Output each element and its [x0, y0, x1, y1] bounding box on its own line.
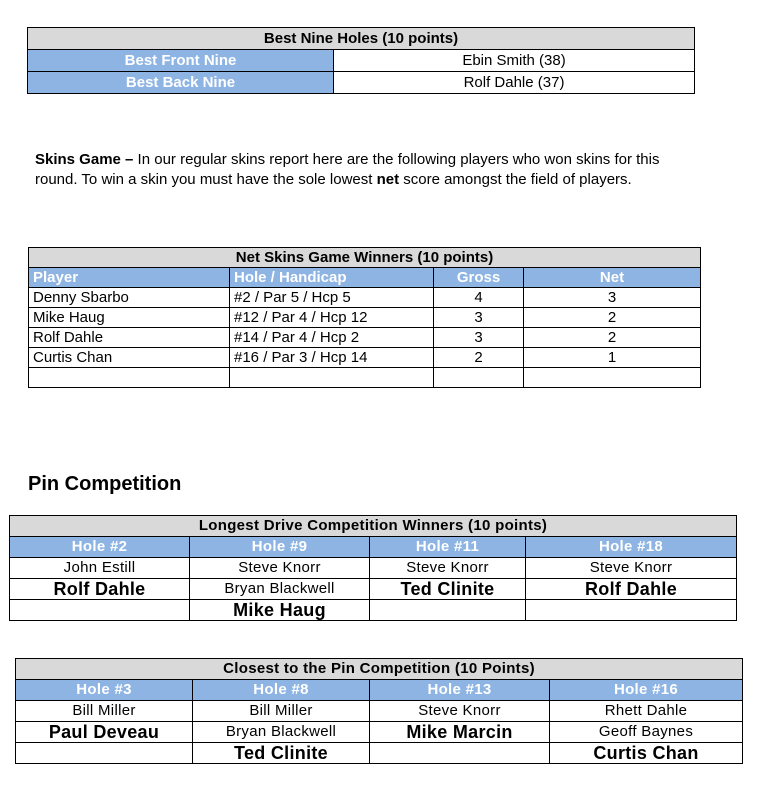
table-cell: Rolf Dahle [29, 328, 230, 348]
winner-cell [370, 743, 550, 764]
table-cell: Curtis Chan [29, 348, 230, 368]
table-cell: #16 / Par 3 / Hcp 14 [230, 348, 434, 368]
skins-paragraph [35, 150, 695, 189]
winner-cell: Bill Miller [16, 701, 193, 722]
winner-cell: Bryan Blackwell [190, 579, 370, 600]
net-skins-header-player: Player [29, 268, 230, 288]
closest-pin-header: Hole #8 [193, 680, 370, 701]
skins-emph: net [376, 170, 400, 188]
winner-cell: Mike Marcin [370, 722, 550, 743]
closest-pin-table [15, 658, 743, 764]
table-cell: #14 / Par 4 / Hcp 2 [230, 328, 434, 348]
longest-drive-header: Hole #9 [190, 537, 370, 558]
winner-cell [16, 743, 193, 764]
longest-drive-header: Hole #18 [526, 537, 737, 558]
closest-pin-body [16, 701, 743, 764]
table-cell: 2 [524, 328, 701, 348]
longest-drive-table [9, 515, 737, 621]
winner-cell: Mike Haug [190, 600, 370, 621]
closest-pin-header: Hole #13 [370, 680, 550, 701]
winner-cell: Rolf Dahle [526, 579, 737, 600]
net-skins-header-gross: Gross [434, 268, 524, 288]
winner-cell: John Estill [10, 558, 190, 579]
table-cell: 3 [434, 308, 524, 328]
winner-cell: Ted Clinite [370, 579, 526, 600]
winner-cell: Steve Knorr [370, 701, 550, 722]
winner-cell: Steve Knorr [370, 558, 526, 579]
best-back-nine-label: Best Back Nine [28, 72, 334, 94]
pin-competition-heading: Pin Competition [28, 473, 182, 495]
table-cell: 2 [434, 348, 524, 368]
table-cell: 2 [524, 308, 701, 328]
table-cell: #12 / Par 4 / Hcp 12 [230, 308, 434, 328]
winner-cell [526, 600, 737, 621]
table-row [10, 579, 737, 600]
table-cell [230, 368, 434, 388]
table-cell: 1 [524, 348, 701, 368]
skins-text-before: In our regular skins report here are the following players who won skins for this round. To win a skin you must have the sole lowest [35, 151, 660, 188]
table-row [16, 701, 743, 722]
closest-pin-title: Closest to the Pin Competition (10 Points) [16, 659, 743, 680]
longest-drive-body [10, 558, 737, 621]
net-skins-title: Net Skins Game Winners (10 points) [29, 248, 701, 268]
winner-cell: Curtis Chan [550, 743, 743, 764]
closest-pin-header: Hole #16 [550, 680, 743, 701]
winner-cell: Steve Knorr [190, 558, 370, 579]
table-cell: 4 [434, 288, 524, 308]
winner-cell: Geoff Baynes [550, 722, 743, 743]
table-cell: #2 / Par 5 / Hcp 5 [230, 288, 434, 308]
skins-text-after: score amongst the field of players. [399, 170, 632, 188]
winner-cell [10, 600, 190, 621]
table-row [29, 368, 701, 388]
winner-cell: Rolf Dahle [10, 579, 190, 600]
best-nine-title: Best Nine Holes (10 points) [28, 28, 695, 50]
table-row [10, 600, 737, 621]
winner-cell [370, 600, 526, 621]
winner-cell: Bryan Blackwell [193, 722, 370, 743]
table-cell [434, 368, 524, 388]
best-front-nine-value: Ebin Smith (38) [334, 50, 695, 72]
winner-cell: Steve Knorr [526, 558, 737, 579]
net-skins-table [28, 247, 701, 388]
net-skins-header-hole: Hole / Handicap [230, 268, 434, 288]
table-cell: Mike Haug [29, 308, 230, 328]
skins-lead: Skins Game – [35, 151, 134, 168]
table-cell: 3 [434, 328, 524, 348]
winner-cell: Rhett Dahle [550, 701, 743, 722]
table-row [29, 308, 701, 328]
winner-cell: Paul Deveau [16, 722, 193, 743]
table-cell: Denny Sbarbo [29, 288, 230, 308]
best-back-nine-value: Rolf Dahle (37) [334, 72, 695, 94]
net-skins-body [29, 288, 701, 388]
table-row [16, 743, 743, 764]
longest-drive-header: Hole #2 [10, 537, 190, 558]
net-skins-header-net: Net [524, 268, 701, 288]
table-cell [29, 368, 230, 388]
table-row [29, 328, 701, 348]
table-row [16, 722, 743, 743]
table-cell [524, 368, 701, 388]
winner-cell: Ted Clinite [193, 743, 370, 764]
table-row [29, 288, 701, 308]
table-row [10, 558, 737, 579]
best-nine-table [27, 27, 695, 94]
closest-pin-header: Hole #3 [16, 680, 193, 701]
winner-cell: Bill Miller [193, 701, 370, 722]
table-row [29, 348, 701, 368]
table-cell: 3 [524, 288, 701, 308]
longest-drive-title: Longest Drive Competition Winners (10 points) [10, 516, 737, 537]
best-front-nine-label: Best Front Nine [28, 50, 334, 72]
longest-drive-header: Hole #11 [370, 537, 526, 558]
